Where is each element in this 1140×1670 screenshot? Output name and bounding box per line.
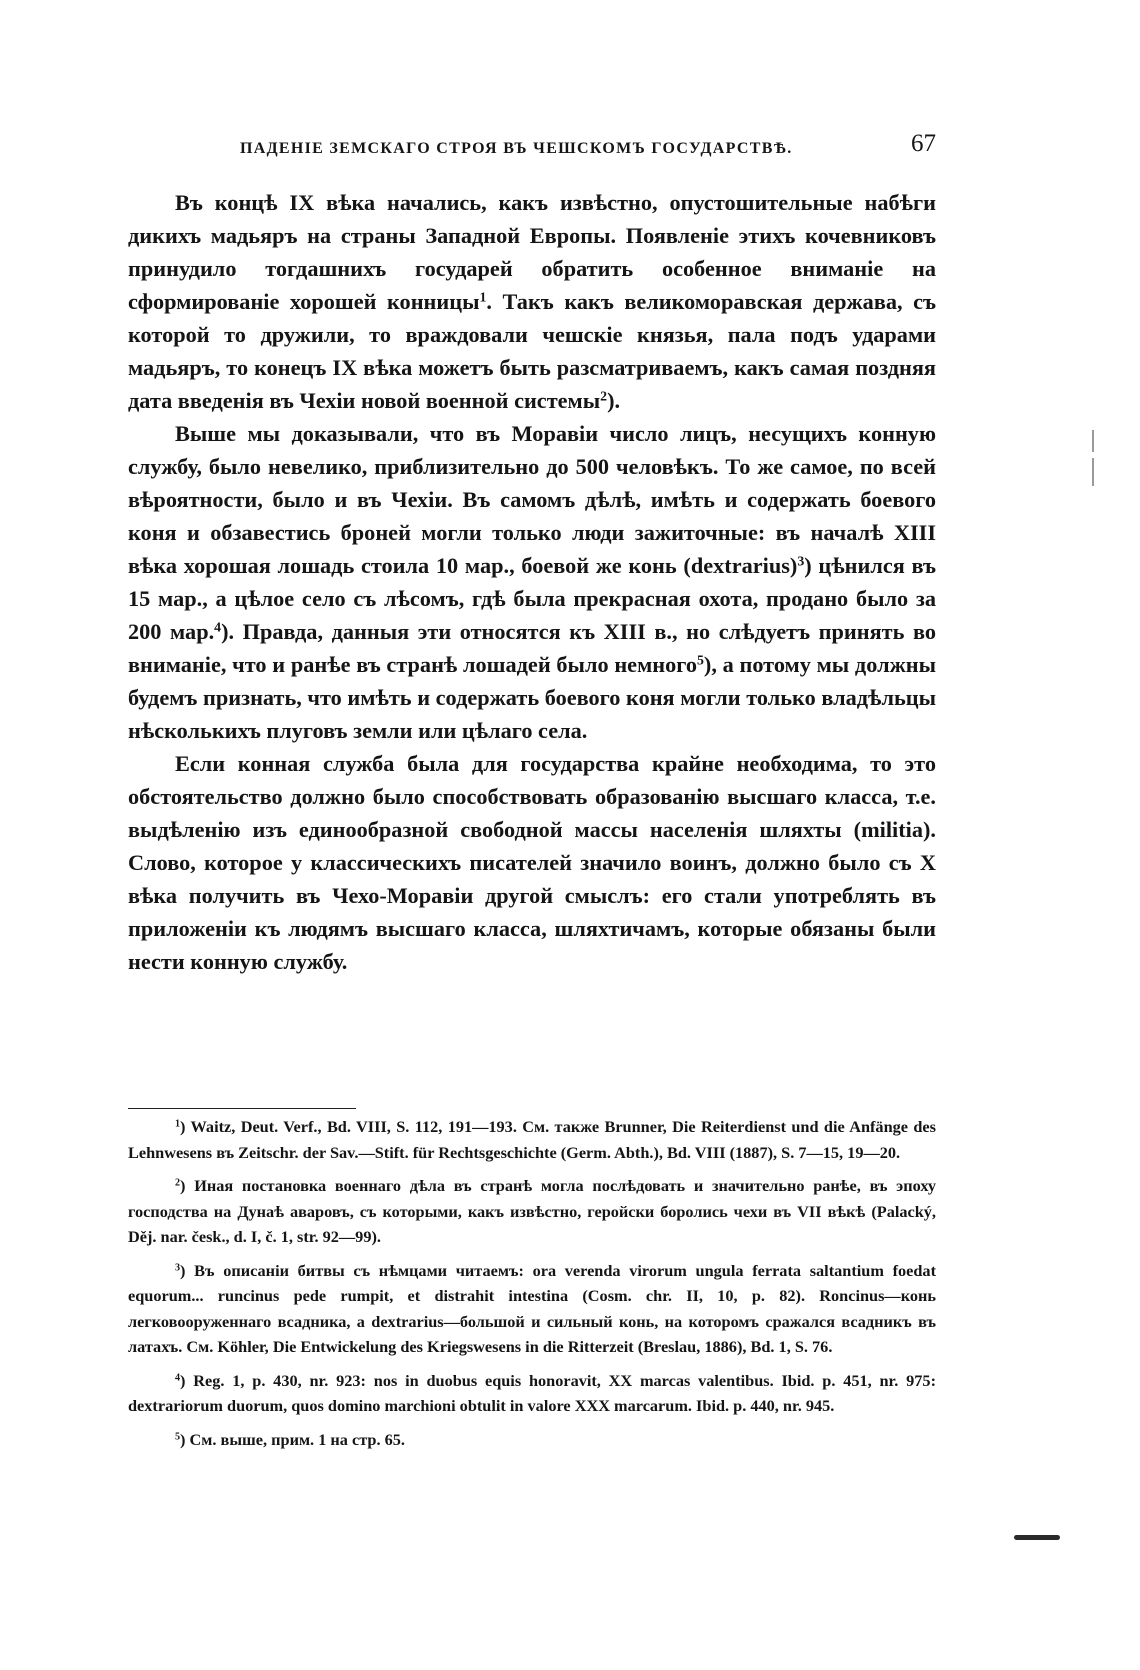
footnotes <box>128 1114 936 1460</box>
paragraph-text: ). Правда, данныя эти относятся къ XIII в., но слѣдуетъ принять во вниманіе, что и ранѣе въ странѣ лошадей было немного <box>128 619 936 677</box>
footnote-4 <box>128 1368 936 1419</box>
paragraph-text: Если конная служба была для государства крайне необходима, то это обстоятельство должно было способствовать образованію высшаго класса, т.е. выдѣленію изъ единообразной свободной массы населенія шляхты (militia). Слово, которое у классическихъ писателей значило воинъ, должно было съ X вѣка получить въ Чехо-Моравіи другой смыслъ: его стали употреблять въ приложеніи къ людямъ высшаго класса, шляхтичамъ, которые обязаны были нести конную службу. <box>128 751 936 974</box>
footnote-2 <box>128 1173 936 1250</box>
paragraph-text: Выше мы доказывали, что въ Моравіи число лицъ, несущихъ конную службу, было невелико, приблизительно до 500 человѣкъ. То же самое, по всей вѣроятности, было и въ Чехіи. Въ самомъ дѣлѣ, имѣть и содержать боевого коня и обзавестись броней могли только люди зажиточные: въ началѣ XIII вѣка хорошая лошадь стоила 10 мар., боевой же конь (dextrarius) <box>128 421 936 578</box>
footnote-text: ) См. выше, прим. 1 на стр. 65. <box>180 1429 405 1449</box>
paragraph-text: . Такъ какъ великоморавская держава, съ которой то дружили, то враждовали чешскіе князья, пала подъ ударами мадьяръ, то конецъ IX вѣка можетъ быть разсматриваемъ, какъ самая поздняя дата введенія въ Чехіи новой военной системы <box>128 289 937 413</box>
footnote-ref: 1 <box>479 289 487 305</box>
footnote-number: 2 <box>175 1177 181 1189</box>
paragraph-2 <box>128 417 936 747</box>
paragraph-3 <box>128 747 936 978</box>
footnote-ref: 4 <box>214 619 222 635</box>
paragraph-text: ). <box>607 388 621 413</box>
footnote-number: 4 <box>175 1371 181 1383</box>
ink-mark <box>1014 1535 1060 1540</box>
footnote-1 <box>128 1114 936 1165</box>
footnote-divider <box>128 1108 356 1109</box>
footnote-number: 5 <box>175 1430 181 1442</box>
footnote-ref: 5 <box>696 652 704 668</box>
footnote-text: ) Waitz, Deut. Verf., Bd. VIII, S. 112, 191—193. См. также Brunner, Die Reiterdienst und die Anfänge des Lehnwesens въ Zeitschr. der Sav.—Stift. für Rechtsgeschichte (Germ. Abth.), Bd. VIII (1887), S. 7—15, 19—20. <box>128 1117 936 1162</box>
footnote-5 <box>128 1427 936 1453</box>
paragraph-text: Въ концѣ IX вѣка начались, какъ извѣстно, опустошительные набѣги дикихъ мадьяръ на страны Западной Европы. Появленіе этихъ кочевниковъ принудило тогдашнихъ государей обратить особенное вниманіе на сформированіе хорошей конницы <box>128 190 936 314</box>
footnote-text: ) Въ описаніи битвы съ нѣмцами читаемъ: ora verenda virorum ungula ferrata saltantium foedat equorum... runcinus pede rumpit, et distrahit intestina (Cosm. chr. II, 10, p. 82). Roncinus—конь легковооруженнаго всадника, а dextrarius—большой и сильный конь, на которомъ сражался всадникъ въ латахъ. См. Köhler, Die Entwickelung des Kriegswesens in die Ritterzeit (Breslau, 1886), Bd. 1, S. 76. <box>128 1260 936 1356</box>
page-number: 67 <box>911 130 936 157</box>
running-title: ПАДЕНІЕ ЗЕМСКАГО СТРОЯ ВЪ ЧЕШСКОМЪ ГОСУДАРСТВѢ. <box>240 140 793 157</box>
footnote-number: 3 <box>175 1261 181 1273</box>
page-header <box>128 128 936 168</box>
footnote-text: ) Reg. 1, p. 430, nr. 923: nos in duobus equis honoravit, XX marcas valentibus. Ibid. p. 451, nr. 975: dextrariorum duorum, quos domino marchioni obtulit in valore XXX marcarum. Ibid. p. 440, nr. 945. <box>128 1370 936 1415</box>
paragraph-text: ) цѣнился въ 15 мар., а цѣлое село съ лѣсомъ, гдѣ была прекрасная охота, продано было за 200 мар. <box>128 553 937 644</box>
footnote-ref: 2 <box>600 388 608 404</box>
footnote-3 <box>128 1258 936 1360</box>
paragraph-text: ), а потому мы должны будемъ признать, что имѣть и содержать боевого коня могли только владѣльцы нѣсколькихъ плуговъ земли или цѣлаго села. <box>128 652 936 743</box>
footnote-ref: 3 <box>797 553 805 569</box>
margin-tick <box>1092 458 1094 486</box>
main-text <box>128 186 936 978</box>
footnote-text: ) Иная постановка военнаго дѣла въ странѣ могла послѣдовать и значительно ранѣе, въ эпоху господства на Дунаѣ аваровъ, съ которыми, какъ извѣстно, геройски боролись чехи въ VII вѣкѣ (Palacký, Děj. nar. česk., d. I, č. 1, str. 92—99). <box>128 1176 936 1246</box>
margin-tick <box>1092 430 1094 452</box>
footnote-number: 1 <box>175 1118 181 1130</box>
paragraph-1 <box>128 186 936 417</box>
